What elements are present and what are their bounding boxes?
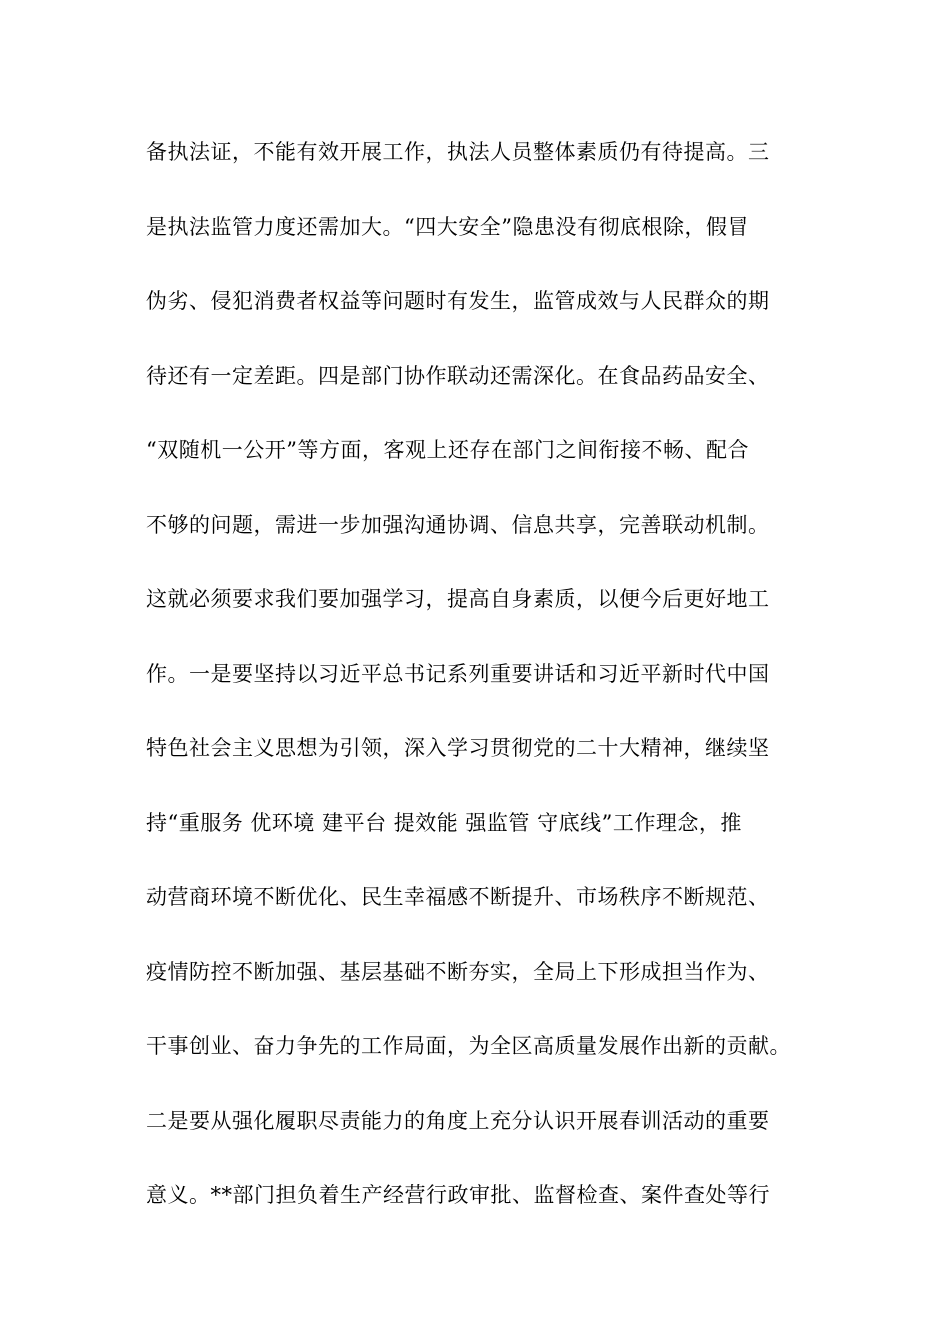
text-line: 动营商环境不断优化、民生幸福感不断提升、市场秩序不断规范、	[146, 885, 770, 909]
text-line: 备执法证，不能有效开展工作，执法人员整体素质仍有待提高。三	[146, 140, 770, 164]
text-line: 意义。**部门担负着生产经营行政审批、监督检查、案件查处等行	[146, 1183, 770, 1207]
text-line: “双随机一公开”等方面，客观上还存在部门之间衔接不畅、配合	[146, 438, 749, 462]
text-line: 疫情防控不断加强、基层基础不断夯实，全局上下形成担当作为、	[146, 959, 770, 984]
body-text	[146, 132, 816, 1250]
text-line: 这就必须要求我们要加强学习，提高自身素质，以便今后更好地工	[146, 587, 770, 611]
text-line: 二是要从强化履职尽责能力的角度上充分认识开展春训活动的重要	[146, 1108, 770, 1133]
text-line: 不够的问题，需进一步加强沟通协调、信息共享，完善联动机制。	[146, 512, 770, 537]
text-line: 伪劣、侵犯消费者权益等问题时有发生，监管成效与人民群众的期	[146, 289, 770, 313]
text-line: 待还有一定差距。四是部门协作联动还需深化。在食品药品安全、	[146, 363, 770, 388]
text-line: 是执法监管力度还需加大。“四大安全”隐患没有彻底根除，假冒	[146, 214, 749, 239]
text-line: 干事创业、奋力争先的工作局面，为全区高质量发展作出新的贡献。	[146, 1034, 791, 1058]
text-line: 作。一是要坚持以习近平总书记系列重要讲话和习近平新时代中国	[146, 661, 770, 686]
text-line: 持“重服务 优环境 建平台 提效能 强监管 守底线”工作理念，推	[146, 810, 742, 835]
text-line: 特色社会主义思想为引领，深入学习贯彻党的二十大精神，继续坚	[146, 736, 770, 760]
